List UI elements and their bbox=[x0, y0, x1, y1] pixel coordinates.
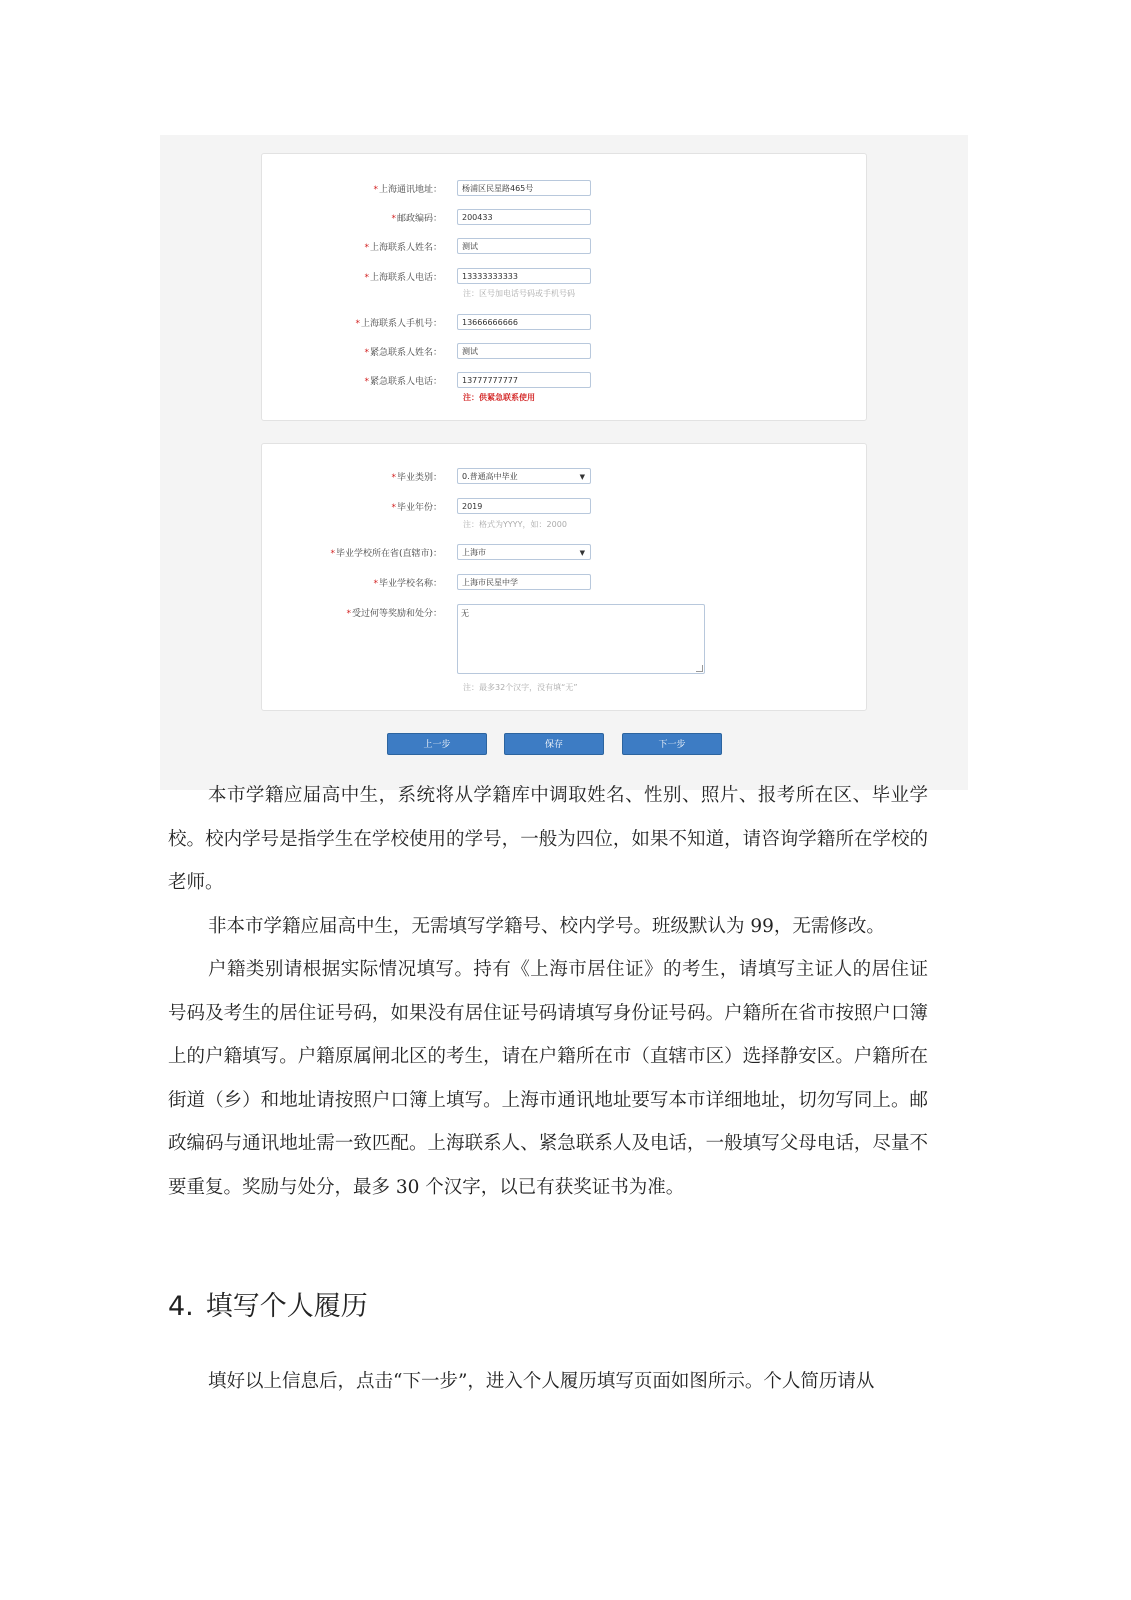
grad-type-select[interactable] bbox=[457, 468, 591, 484]
section-heading bbox=[168, 1284, 368, 1323]
field-label: 上海联系人手机号： bbox=[360, 319, 442, 329]
resize-handle-icon[interactable] bbox=[696, 665, 703, 672]
dropdown-arrow-icon: ▼ bbox=[579, 549, 585, 557]
form-screenshot bbox=[160, 135, 968, 790]
emergency-name-input[interactable]: 测试 bbox=[457, 343, 591, 359]
field-label: 毕业年份： bbox=[396, 503, 442, 513]
graduation-panel bbox=[261, 443, 867, 711]
dropdown-arrow-icon: ▼ bbox=[579, 473, 585, 481]
section-number: 4. bbox=[168, 1291, 194, 1322]
field-label: 毕业学校所在省(直辖市)： bbox=[335, 549, 442, 559]
required-mark: * bbox=[373, 185, 378, 195]
section-title: 填写个人履历 bbox=[205, 1291, 368, 1322]
paragraph-local-students: 本市学籍应届高中生，系统将从学籍库中调取姓名、性别、照片、报考所在区、毕业学校。校内学号是指学生在学校使用的学号，一般为四位，如果不知道，请咨询学籍所在学校的老师。 bbox=[168, 785, 928, 894]
contact-panel bbox=[261, 153, 867, 421]
contact-mobile-input[interactable]: 13666666666 bbox=[457, 314, 591, 330]
required-mark: * bbox=[364, 243, 369, 253]
next-button[interactable]: 下一步 bbox=[622, 733, 722, 755]
field-label: 紧急联系人姓名： bbox=[369, 348, 442, 358]
field-row-grad-type bbox=[262, 468, 866, 488]
awards-textarea[interactable] bbox=[457, 604, 705, 674]
required-mark: * bbox=[391, 214, 396, 224]
emergency-phone-input[interactable]: 13777777777 bbox=[457, 372, 591, 388]
required-mark: * bbox=[391, 503, 396, 513]
field-label: 受过何等奖励和处分： bbox=[351, 609, 442, 619]
field-row-postcode bbox=[262, 209, 866, 229]
field-row-grad-year bbox=[262, 498, 866, 518]
field-row-emergency-phone bbox=[262, 372, 866, 392]
year-note: 注：格式为YYYY，如：2000 bbox=[463, 520, 567, 529]
school-name-input[interactable]: 上海市民星中学 bbox=[457, 574, 591, 590]
required-mark: * bbox=[364, 377, 369, 387]
required-mark: * bbox=[330, 549, 335, 559]
field-label: 毕业学校名称： bbox=[378, 579, 442, 589]
address-input[interactable]: 杨浦区民星路465号 bbox=[457, 180, 591, 196]
field-label: 上海通讯地址： bbox=[378, 185, 442, 195]
required-mark: * bbox=[355, 319, 360, 329]
paragraph-nonlocal-students: 非本市学籍应届高中生，无需填写学籍号、校内学号。班级默认为 99，无需修改。 bbox=[208, 916, 885, 937]
required-mark: * bbox=[373, 579, 378, 589]
award-note: 注：最多32个汉字，没有填“无” bbox=[463, 683, 578, 692]
paragraph-next-step: 填好以上信息后，点击“下一步”，进入个人履历填写页面如图所示。个人简历请从 bbox=[208, 1371, 875, 1392]
phone-note: 注：区号加电话号码或手机号码 bbox=[463, 289, 575, 298]
emergency-note: 注：供紧急联系使用 bbox=[463, 393, 535, 402]
field-label: 紧急联系人电话： bbox=[369, 377, 442, 387]
required-mark: * bbox=[364, 273, 369, 283]
select-value: 上海市 bbox=[462, 548, 486, 557]
required-mark: * bbox=[364, 348, 369, 358]
required-mark: * bbox=[346, 609, 351, 619]
contact-name-input[interactable]: 测试 bbox=[457, 238, 591, 254]
field-row-emergency-name bbox=[262, 343, 866, 363]
field-row-address bbox=[262, 180, 866, 200]
grad-year-input[interactable]: 2019 bbox=[457, 498, 591, 514]
field-label: 邮政编码： bbox=[396, 214, 442, 224]
school-province-select[interactable] bbox=[457, 544, 591, 560]
field-row-contact-phone bbox=[262, 268, 866, 288]
save-button[interactable]: 保存 bbox=[504, 733, 604, 755]
field-row-awards bbox=[262, 604, 866, 624]
required-mark: * bbox=[391, 473, 396, 483]
paragraph-household-info: 户籍类别请根据实际情况填写。持有《上海市居住证》的考生，请填写主证人的居住证号码及考生的居住证号码，如果没有居住证号码请填写身份证号码。户籍所在省市按照户口簿上的户籍填写。户籍原属闸北区的考生，请在户籍所在市（直辖市区）选择静安区。户籍所在街道（乡）和地址请按照户口簿上填写。上海市通讯地址要写本市详细地址，切勿写同上。邮政编码与通讯地址需一致匹配。上海联系人、紧急联系人及电话，一般填写父母电话，尽量不要重复。奖励与处分，最多 30 个汉字，以已有获奖证书为准。 bbox=[168, 959, 928, 1198]
field-row-school-name bbox=[262, 574, 866, 594]
field-row-school-province bbox=[262, 544, 866, 564]
field-label: 毕业类别： bbox=[396, 473, 442, 483]
select-value: 0.普通高中毕业 bbox=[462, 472, 518, 481]
contact-phone-input[interactable]: 13333333333 bbox=[457, 268, 591, 284]
prev-button[interactable]: 上一步 bbox=[387, 733, 487, 755]
textarea-value: 无 bbox=[461, 609, 469, 618]
postcode-input[interactable]: 200433 bbox=[457, 209, 591, 225]
field-row-contact-name bbox=[262, 238, 866, 258]
field-label: 上海联系人姓名： bbox=[369, 243, 442, 253]
field-row-contact-mobile bbox=[262, 314, 866, 334]
field-label: 上海联系人电话： bbox=[369, 273, 442, 283]
